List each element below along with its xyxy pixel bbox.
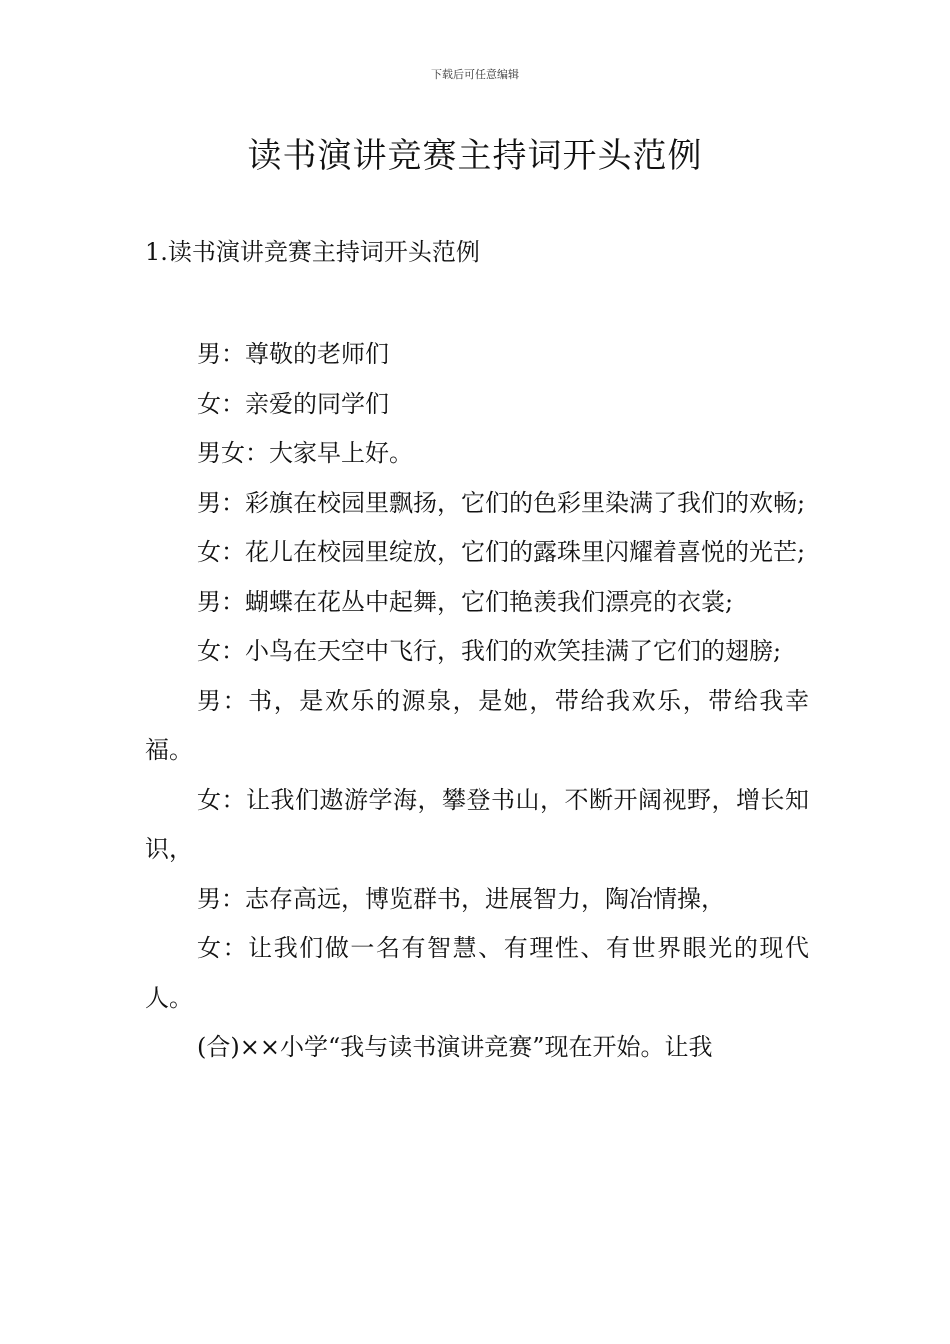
script-line: 男：蝴蝶在花丛中起舞，它们艳羡我们漂亮的衣裳; [197,587,734,616]
script-line: 女：花儿在校园里绽放，它们的露珠里闪耀着喜悦的光芒; [197,538,806,566]
script-line: (合)××小学“我与读书演讲竞赛”现在开始。让我 [197,1033,713,1061]
script-line: 男：志存高远，博览群书，进展智力，陶冶情操， [197,884,725,913]
script-line: 女：亲爱的同学们 [197,389,389,418]
document-title: 读书演讲竞赛主持词开头范例 [247,136,703,176]
script-line: 男：书，是欢乐的源泉，是她，带给我欢乐，带给我幸福。 [145,686,809,764]
section-heading: 1.读书演讲竞赛主持词开头范例 [145,238,480,266]
script-line: 女：让我们遨游学海，攀登书山，不断开阔视野，增长知识， [145,785,809,863]
script-body [145,330,809,1073]
script-line: 男：彩旗在校园里飘扬，它们的色彩里染满了我们的欢畅; [197,488,806,517]
script-line: 男：尊敬的老师们 [197,340,389,368]
header-note: 下载后可任意编辑 [431,68,519,81]
script-line: 女：小鸟在天空中飞行，我们的欢笑挂满了它们的翅膀; [197,637,782,665]
script-line: 男女：大家早上好。 [197,439,413,467]
script-line: 女：让我们做一名有智慧、有理性、有世界眼光的现代人。 [145,934,809,1012]
